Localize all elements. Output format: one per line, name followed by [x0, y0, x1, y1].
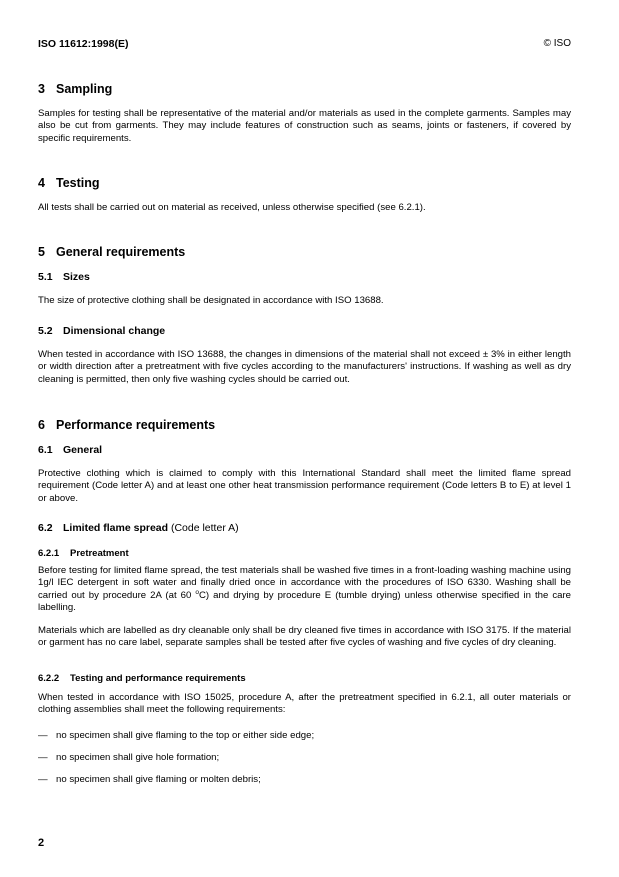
section-6-2-heading: 6.2 Limited flame spread (Code letter A): [38, 522, 239, 534]
requirement-list-item: — no specimen shall give flaming or molten debris;: [38, 774, 261, 785]
section-6-2-1-heading: 6.2.1 Pretreatment: [38, 548, 129, 559]
section-3-paragraph: Samples for testing shall be representative of the material and/or materials as used in the complete garments. Samples may also be cut from garments. They may include features of construction such as seams, joints or fasteners, if covered by specific requirements.: [38, 108, 571, 144]
requirement-list-item: — no specimen shall give flaming to the top or either side edge;: [38, 730, 315, 741]
section-6-2-1-paragraph-1: Before testing for limited flame spread, the test materials shall be washed five times in a front-loading washing machine using 1g/l IEC detergent in soft water and finally dried once in accordance with the procedures of ISO 6330. Washing shall be carried out by procedure 2A (at 60 $^o$C) and drying by procedure E (tumble drying) unless otherwise specified in the care labelling.: [38, 565, 571, 614]
section-5-2-paragraph: When tested in accordance with ISO 13688, the changes in dimensions of the material shall not exceed ± 3% in either length or width direction after a pretreatment with five cycles according to the manufacturers' instructions. If washing as well as dry cleaning is permitted, then only five washing cycles should be carried out.: [38, 349, 571, 385]
section-5-2-heading: 5.2 Dimensional change: [38, 325, 166, 337]
section-6-2-1-paragraph-2: Materials which are labelled as dry cleanable only shall be dry cleaned five times in accordance with ISO 3175. If the material or garment has no care label, separate samples shall be tested after five cycles of washing and five cycles of dry cleaning.: [38, 625, 571, 649]
standard-designation: ISO 11612:1998(E): [38, 38, 129, 50]
section-6-2-2-heading: 6.2.2 Testing and performance requirements: [38, 673, 246, 684]
section-6-1-paragraph: Protective clothing which is claimed to comply with this International Standard shall meet the limited flame spread requirement (Code letter A) and at least one other heat transmission performance requirement (Code letters B to E) at level 1 or above.: [38, 468, 571, 504]
section-6-1-heading: 6.1 General: [38, 444, 103, 456]
section-4-heading: 4 Testing: [38, 176, 100, 190]
section-4-paragraph: All tests shall be carried out on material as received, unless otherwise specified (see 6.2.1).: [38, 202, 426, 213]
section-5-1-paragraph: The size of protective clothing shall be designated in accordance with ISO 13688.: [38, 295, 384, 306]
section-5-heading: 5 General requirements: [38, 245, 186, 259]
copyright-mark: © ISO: [543, 38, 571, 49]
section-6-2-2-paragraph: When tested in accordance with ISO 15025, procedure A, after the pretreatment specified in 6.2.1, all outer materials or clothing assemblies shall meet the following requirements:: [38, 692, 571, 716]
requirement-list-item: — no specimen shall give hole formation;: [38, 752, 220, 763]
running-header: [38, 38, 571, 50]
section-3-heading: 3 Sampling: [38, 82, 113, 96]
section-6-heading: 6 Performance requirements: [38, 418, 216, 432]
section-5-1-heading: 5.1 Sizes: [38, 271, 90, 283]
page-number: 2: [38, 837, 45, 849]
degree-superscript: o: [195, 588, 199, 596]
